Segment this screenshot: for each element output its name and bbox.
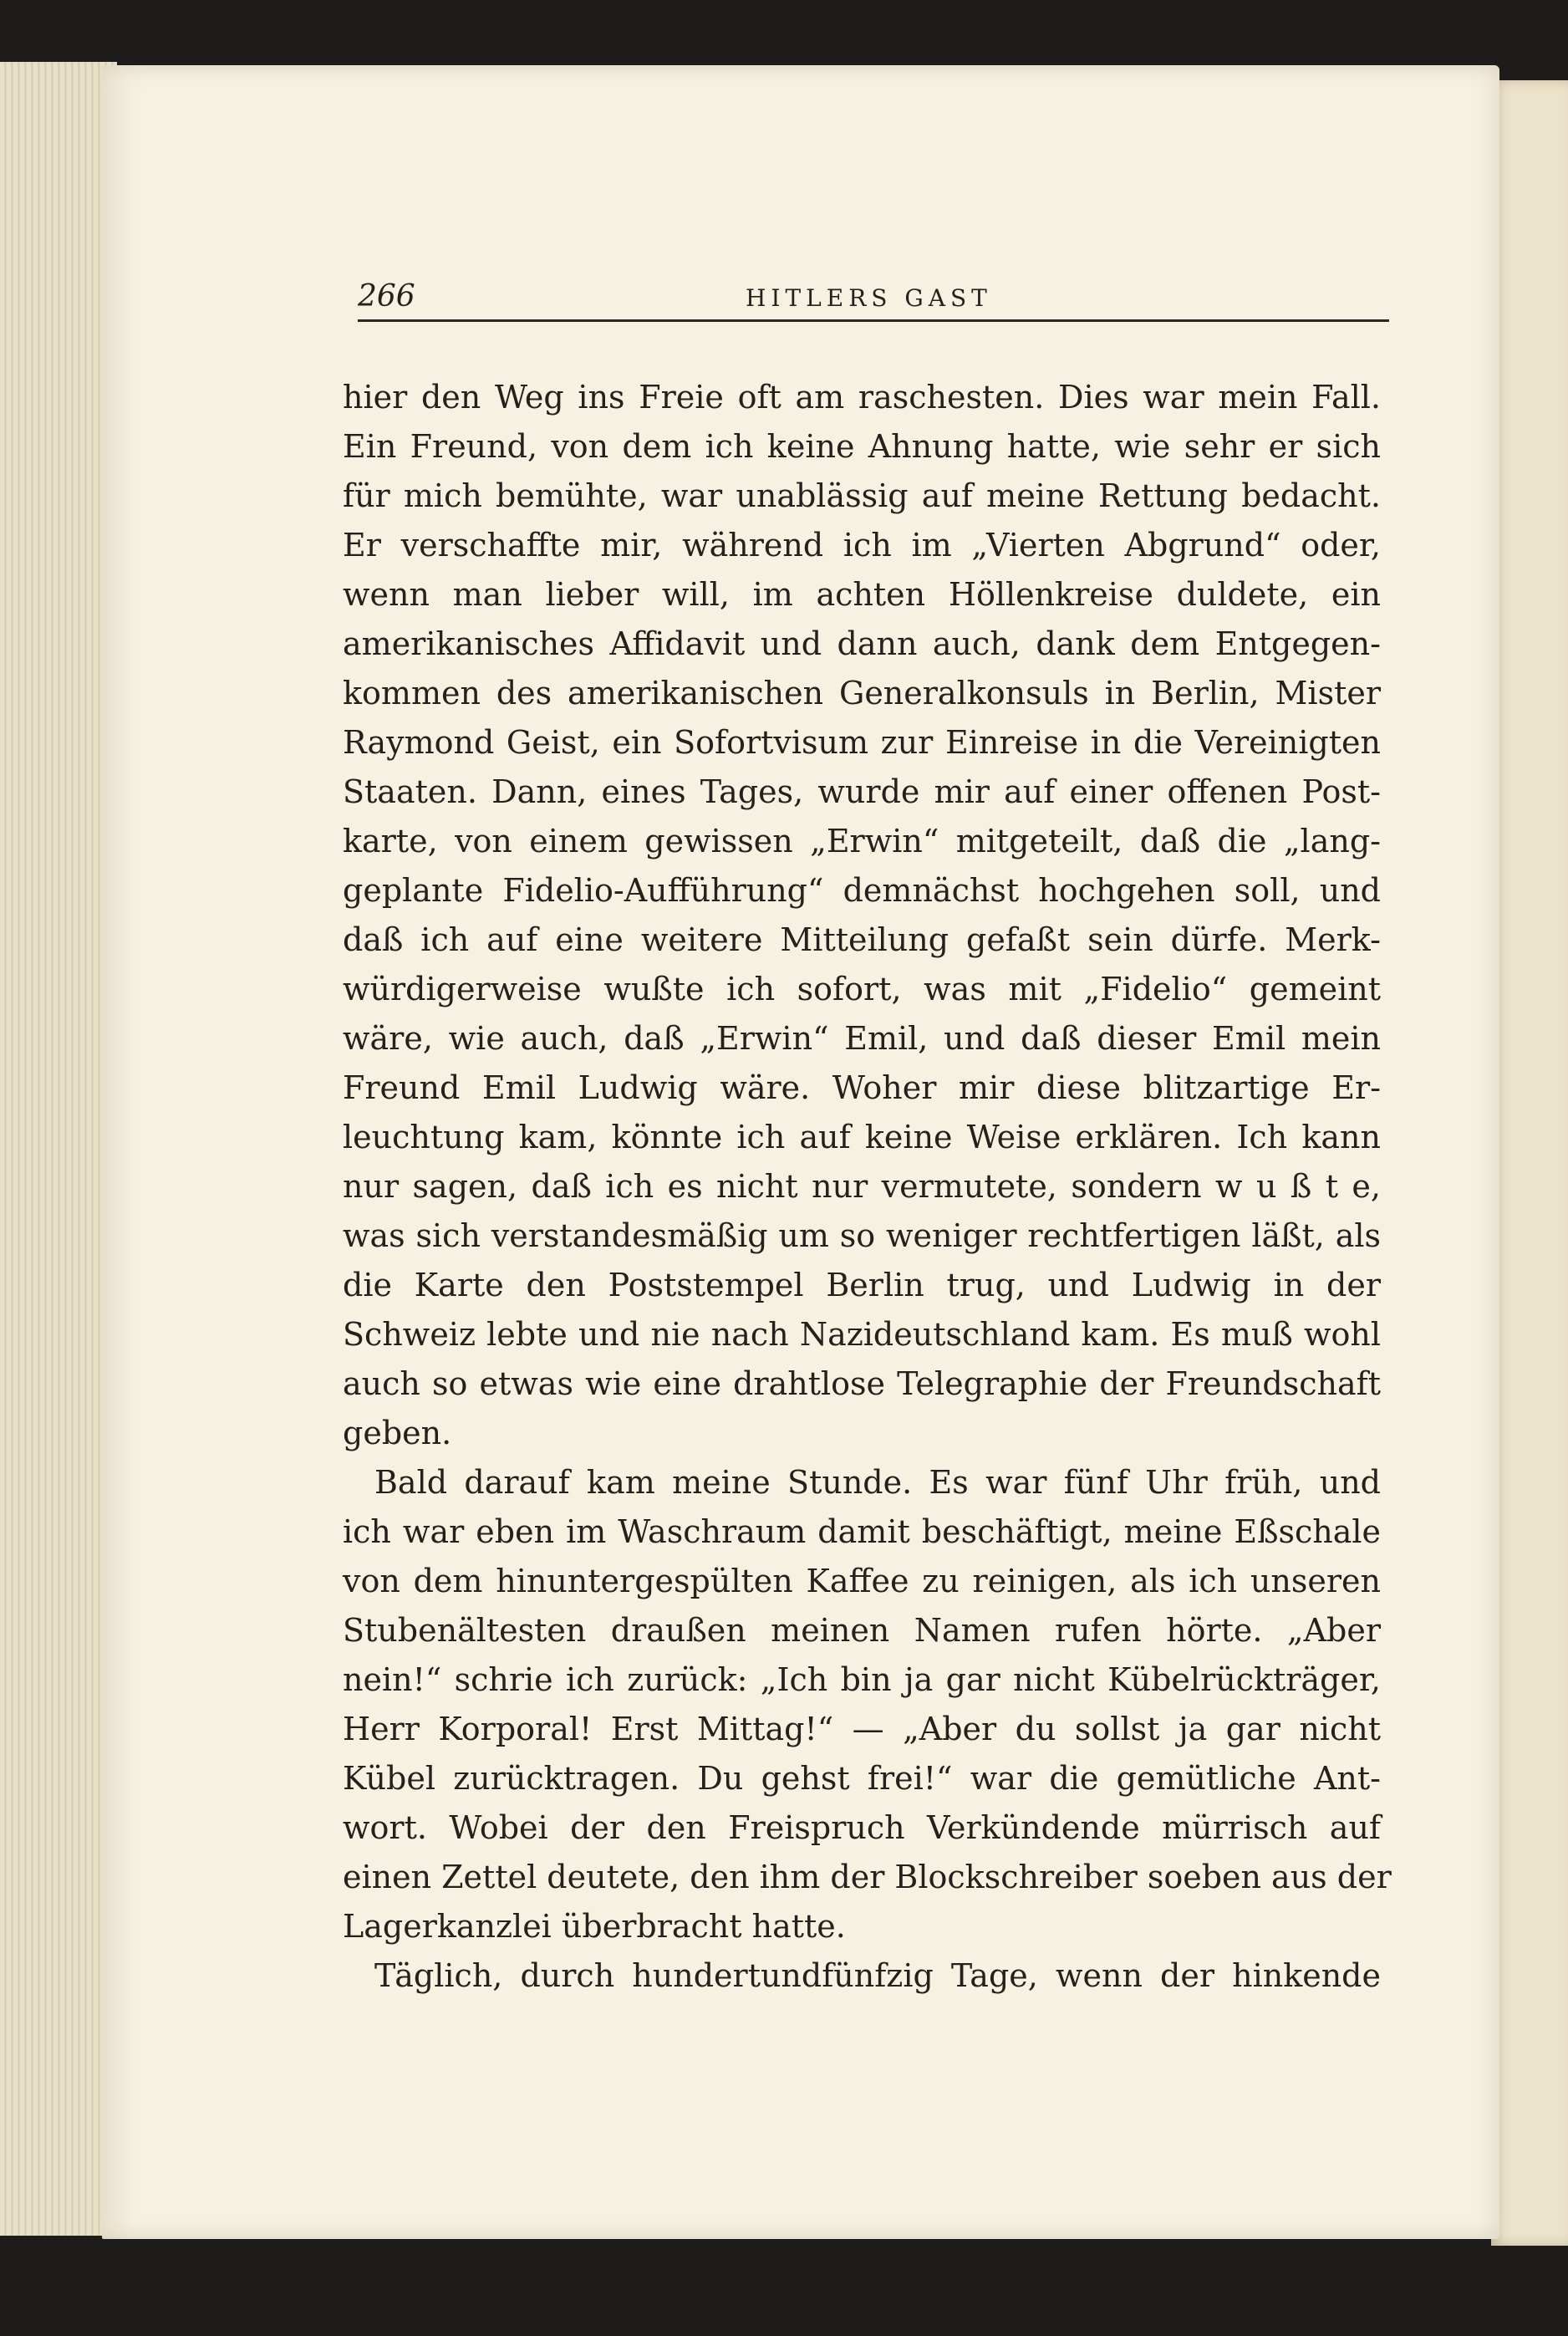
text-line: Ein Freund, von dem ich keine Ahnung hatte, wie sehr er sich: [343, 428, 1381, 465]
text-line: Staaten. Dann, eines Tages, wurde mir auf einer offenen Post-: [343, 773, 1381, 810]
text-line: wort. Wobei der den Freispruch Verkündende mürrisch auf: [343, 1809, 1381, 1846]
text-line: karte, von einem gewissen „Erwin“ mitgeteilt, daß die „lang-: [343, 823, 1381, 859]
text-line: Kübel zurücktragen. Du gehst frei!“ war die gemütliche Ant-: [343, 1760, 1381, 1797]
text-line: würdigerweise wußte ich sofort, was mit „Fidelio“ gemeint: [343, 971, 1381, 1007]
text-line: Schweiz lebte und nie nach Nazideutschland kam. Es muß wohl: [343, 1316, 1381, 1353]
text-line: Raymond Geist, ein Sofortvisum zur Einreise in die Vereinigten: [343, 724, 1381, 761]
text-line: von dem hinuntergespülten Kaffee zu reinigen, als ich unseren: [343, 1563, 1381, 1599]
body-text: [343, 373, 1392, 2001]
text-line: wäre, wie auch, daß „Erwin“ Emil, und daß dieser Emil mein: [343, 1020, 1381, 1057]
text-line: amerikanisches Affidavit und dann auch, dank dem Entgegen-: [343, 625, 1381, 662]
text-line: ich war eben im Waschraum damit beschäftigt, meine Eßschale: [343, 1513, 1381, 1550]
running-header: [358, 279, 1389, 322]
facing-page-edge: [1491, 80, 1568, 2246]
text-line: Täglich, durch hundertundfünfzig Tage, wenn der hinkende: [374, 1957, 1381, 1994]
text-line: kommen des amerikanischen Generalkonsuls in Berlin, Mister: [343, 675, 1381, 712]
text-line: Freund Emil Ludwig wäre. Woher mir diese blitzartige Er-: [343, 1069, 1381, 1106]
text-line: nur sagen, daß ich es nicht nur vermutete, sondern w u ß t e,: [343, 1168, 1381, 1205]
page-number: 266: [358, 279, 415, 314]
text-line: Stubenältesten draußen meinen Namen rufen hörte. „Aber: [343, 1612, 1381, 1649]
running-title: HITLERS GAST: [746, 284, 992, 312]
stacked-page-edges: [0, 62, 117, 2236]
text-line: auch so etwas wie eine drahtlose Telegraphie der Freundschaft: [343, 1365, 1381, 1402]
text-line: daß ich auf eine weitere Mitteilung gefaßt sein dürfe. Merk-: [343, 921, 1381, 958]
text-line: wenn man lieber will, im achten Höllenkreise duldete, ein: [343, 576, 1381, 613]
text-line: einen Zettel deutete, den ihm der Blockschreiber soeben aus der: [343, 1859, 1392, 1895]
text-line: geplante Fidelio-Aufführung“ demnächst hochgehen soll, und: [343, 872, 1381, 909]
text-line: Lagerkanzlei überbracht hatte.: [343, 1908, 846, 1945]
text-line: für mich bemühte, war unablässig auf meine Rettung bedacht.: [343, 477, 1381, 514]
text-line: Er verschaffte mir, während ich im „Vierten Abgrund“ oder,: [343, 527, 1381, 564]
text-line: nein!“ schrie ich zurück: „Ich bin ja gar nicht Kübelrückträger,: [343, 1661, 1381, 1698]
text-line: Bald darauf kam meine Stunde. Es war fünf Uhr früh, und: [374, 1464, 1381, 1501]
text-line: die Karte den Poststempel Berlin trug, und Ludwig in der: [343, 1267, 1381, 1303]
text-line: geben.: [343, 1415, 452, 1451]
text-line: Herr Korporal! Erst Mittag!“ — „Aber du sollst ja gar nicht: [343, 1711, 1381, 1747]
text-line: leuchtung kam, könnte ich auf keine Weise erklären. Ich kann: [343, 1119, 1381, 1155]
text-line: hier den Weg ins Freie oft am raschesten. Dies war mein Fall.: [343, 379, 1381, 416]
text-line: was sich verstandesmäßig um so weniger rechtfertigen läßt, als: [343, 1217, 1381, 1254]
